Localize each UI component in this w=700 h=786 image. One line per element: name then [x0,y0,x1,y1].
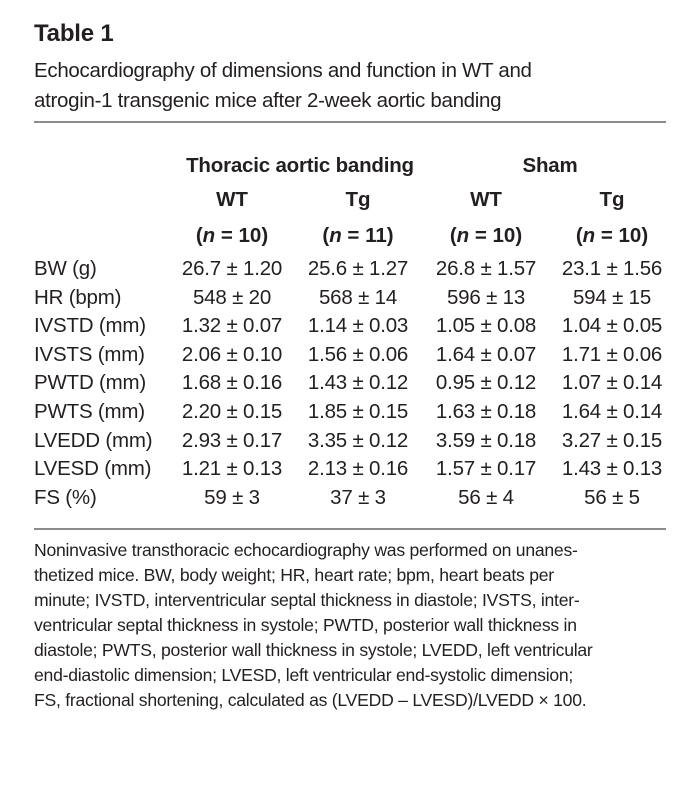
caption-line: atrogin-1 transgenic mice after 2-week aortic banding [34,89,502,112]
table-cell: 1.32 ± 0.07 [181,314,283,338]
table-cell: 26.7 ± 1.20 [181,257,283,280]
column-header-genotype: WT [216,188,248,211]
top-rule [34,121,666,123]
table-cell: 2.20 ± 0.15 [181,399,283,423]
footnote-line: minute; IVSTD, interventricular septal thickness in diastole; IVSTS, inter- [34,590,580,610]
footnote-line: diastole; PWTS, posterior wall thickness in systole; LVEDD, left ventricular [34,640,593,660]
table-row [0,371,700,400]
row-label: HR (bpm) [34,285,122,309]
table-row [0,314,700,343]
group-header-aortic-banding: Thoracic aortic banding [186,154,414,177]
table-cell: 596 ± 13 [446,285,526,309]
table-row [0,457,700,486]
row-label: BW (g) [34,257,97,280]
table-cell: 3.35 ± 0.12 [307,428,409,452]
column-header-genotype: Tg [599,188,625,211]
row-label: FS (%) [34,485,97,509]
bottom-rule [34,528,666,530]
row-label: IVSTD (mm) [34,314,146,338]
row-label: LVEDD (mm) [34,428,153,452]
table-cell: 3.27 ± 0.15 [561,428,663,452]
footnote-line: FS, fractional shortening, calculated as (LVEDD – LVESD)/LVEDD × 100. [34,690,587,710]
row-label: LVESD (mm) [34,457,152,481]
table-row [0,343,700,372]
row-label: IVSTS (mm) [34,342,145,366]
table-caption [34,56,674,116]
table-cell: 0.95 ± 0.12 [435,371,537,395]
table-cell: 594 ± 15 [572,285,652,309]
table-cell: 3.59 ± 0.18 [435,428,537,452]
row-label: PWTS (mm) [34,399,145,423]
column-header-sample-size: (n = 10) [575,224,649,247]
caption-line: Echocardiography of dimensions and function in WT and [34,59,532,82]
table-cell: 1.04 ± 0.05 [561,314,663,338]
table-cell: 1.64 ± 0.07 [435,342,537,366]
table-cell: 1.56 ± 0.06 [307,342,409,366]
table-row [0,286,700,315]
table-row [0,257,700,286]
table-cell: 2.06 ± 0.10 [181,342,283,366]
table-cell: 1.21 ± 0.13 [181,457,283,481]
table-cell: 56 ± 4 [458,485,514,509]
column-header-genotype: Tg [345,188,371,211]
table-row [0,400,700,429]
table-cell: 56 ± 5 [584,485,640,509]
group-header-sham: Sham [522,154,578,177]
table-cell: 1.71 ± 0.06 [561,342,663,366]
footnote-line: Noninvasive transthoracic echocardiography was performed on unanes- [34,540,578,560]
table-cell: 1.68 ± 0.16 [181,371,283,395]
column-header-sample-size: (n = 11) [322,224,394,247]
table-cell: 1.57 ± 0.17 [435,457,537,481]
table-cell: 2.93 ± 0.17 [181,428,283,452]
row-label: PWTD (mm) [34,371,147,395]
table-cell: 1.64 ± 0.14 [561,399,663,423]
table-cell: 1.63 ± 0.18 [435,399,537,423]
table-cell: 568 ± 14 [318,285,398,309]
table-cell: 37 ± 3 [330,485,386,509]
column-header-sample-size: (n = 10) [195,224,269,247]
table-cell: 25.6 ± 1.27 [307,257,409,280]
table-cell: 2.13 ± 0.16 [307,457,409,481]
table-cell: 1.43 ± 0.13 [561,457,663,481]
table-cell: 548 ± 20 [192,285,272,309]
table-cell: 59 ± 3 [204,485,260,509]
table-cell: 1.14 ± 0.03 [307,314,409,338]
footnote-line: thetized mice. BW, body weight; HR, heart rate; bpm, heart beats per [34,565,554,585]
table-row [0,486,700,515]
footnote-line: end-diastolic dimension; LVESD, left ventricular end-systolic dimension; [34,665,574,685]
table-cell: 26.8 ± 1.57 [435,257,537,280]
table-cell: 1.43 ± 0.12 [307,371,409,395]
column-header-sample-size: (n = 10) [449,224,523,247]
table-label: Table 1 [34,20,114,47]
table-cell: 1.07 ± 0.14 [561,371,663,395]
footnote-line: ventricular septal thickness in systole; PWTD, posterior wall thickness in [34,615,577,635]
table-row [0,429,700,458]
column-header-genotype: WT [470,188,502,211]
table-body [0,257,700,514]
table-footnote [34,538,674,713]
table-cell: 23.1 ± 1.56 [561,257,663,280]
table-cell: 1.05 ± 0.08 [435,314,537,338]
table-cell: 1.85 ± 0.15 [307,399,409,423]
